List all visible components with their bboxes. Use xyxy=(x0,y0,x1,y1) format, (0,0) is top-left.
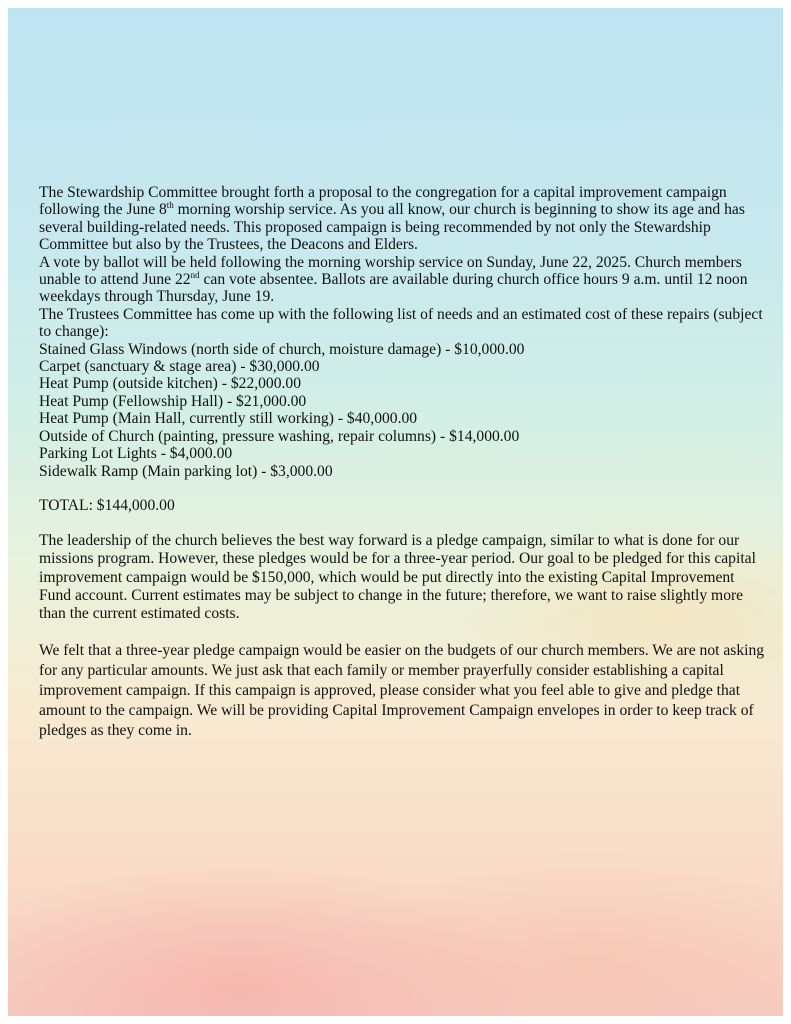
spacer xyxy=(39,480,769,497)
needs-list-item: Outside of Church (painting, pressure washing, repair columns) - $14,000.00 xyxy=(39,427,520,445)
proposal-text-1: The Stewardship Committee brought forth a proposal to the congregation for a capital improvement campaign following the June 8 xyxy=(39,184,727,219)
ordinal-suffix: nd xyxy=(190,269,200,280)
needs-list-item: Stained Glass Windows (north side of church, moisture damage) - $10,000.00 xyxy=(39,340,525,358)
needs-list-item: Heat Pump (outside kitchen) - $22,000.00 xyxy=(39,375,302,393)
needs-list-item: Heat Pump (Fellowship Hall) - $21,000.00 xyxy=(39,392,307,410)
document-page xyxy=(8,8,783,1016)
needs-list-item: Carpet (sanctuary & stage area) - $30,000.00 xyxy=(39,358,320,376)
ordinal-suffix: th xyxy=(166,200,174,211)
pledge-campaign-paragraph: The leadership of the church believes the best way forward is a pledge campaign, similar to what is done for our missions program. However, these pledges would be for a three-year period. Our goal to be pledged for this capital improvement campaign would be $150,000, which would be put directly into the existing Capital Improvement Fund account. Current estimates may be subject to change in the future; therefore, we want to raise slightly more than the current estimated costs. xyxy=(39,532,756,622)
spacer xyxy=(39,515,769,532)
needs-list-item: Sidewalk Ramp (Main parking lot) - $3,000.00 xyxy=(39,462,333,480)
needs-list-item: Heat Pump (Main Hall, currently still working) - $40,000.00 xyxy=(39,410,418,428)
document-body xyxy=(39,184,769,742)
vote-paragraph xyxy=(39,254,769,306)
trustees-paragraph: The Trustees Committee has come up with the following list of needs and an estimated cost of these repairs (subject to change): xyxy=(39,305,763,341)
vote-text-1: A vote by ballot will be held following the morning worship service on Sunday, June 22, 2025. Church members unable to attend June 22 xyxy=(39,253,742,289)
vote-text-2: can vote absentee. Ballots are available during church office hours 9 a.m. until 12 noon weekdays through Thursday, June 19. xyxy=(39,271,748,306)
proposal-paragraph xyxy=(39,184,769,254)
needs-list-item: Parking Lot Lights - $4,000.00 xyxy=(39,445,233,463)
proposal-text-2: morning worship service. As you all know, our church is beginning to show its age and has several building-related needs. This proposed campaign is being recommended by not only the Stewardship Committee but also by the Trustees, the Deacons and Elders. xyxy=(39,201,745,254)
spacer xyxy=(39,623,769,640)
total-line: TOTAL: $144,000.00 xyxy=(39,497,175,515)
three-year-paragraph: We felt that a three-year pledge campaign would be easier on the budgets of our church members. We are not asking for any particular amounts. We just ask that each family or member prayerfully consider establishing a capital improvement campaign. If this campaign is approved, please consider what you feel able to give and pledge that amount to the campaign. We will be providing Capital Improvement Campaign envelopes in order to keep track of pledges as they come in. xyxy=(39,641,765,740)
